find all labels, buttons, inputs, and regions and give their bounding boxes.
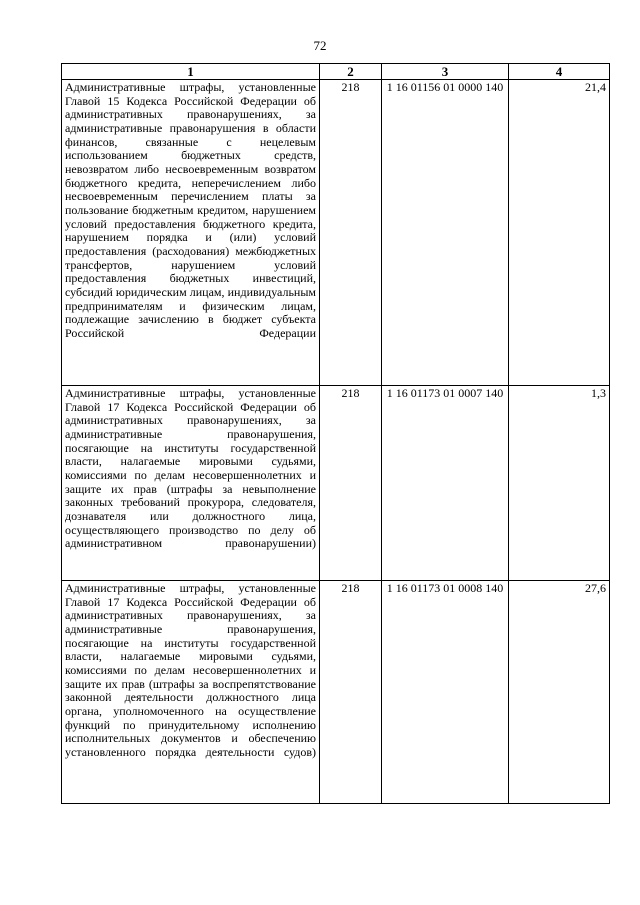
table-row	[62, 80, 610, 386]
row-code: 1 16 01173 01 0007 140	[382, 386, 509, 581]
row-chapter: 218	[320, 386, 382, 581]
row-amount: 21,4	[509, 80, 610, 386]
page-number: 72	[313, 38, 327, 53]
header-col-1: 1	[62, 64, 320, 80]
row-chapter: 218	[320, 581, 382, 804]
row-code: 1 16 01156 01 0000 140	[382, 80, 509, 386]
row-description: Административные штрафы, установленные Главой 17 Кодекса Российской Федерации об административных правонарушениях, за административные правонарушения, посягающие на институты государственной власти, налагаемые мировыми судьями, комиссиями по делам несовершеннолетних и защите их прав (штрафы за воспрепятствование законной деятельности должностного лица органа, уполномоченного на осуществление функций по принудительному исполнению исполнительных документов и обеспечению установленного порядка деятельности судов)	[62, 581, 320, 804]
header-col-3: 3	[382, 64, 509, 80]
header-col-4: 4	[509, 64, 610, 80]
header-col-2: 2	[320, 64, 382, 80]
row-code: 1 16 01173 01 0008 140	[382, 581, 509, 804]
table-row	[62, 386, 610, 581]
row-amount: 27,6	[509, 581, 610, 804]
row-chapter: 218	[320, 80, 382, 386]
row-description: Административные штрафы, установленные Главой 17 Кодекса Российской Федерации об административных правонарушениях, за административные правонарушения, посягающие на институты государственной власти, налагаемые мировыми судьями, комиссиями по делам несовершеннолетних и защите их прав (штрафы за невыполнение законных требований прокурора, следователя, дознавателя или должностного лица, осуществляющего производство по делу об административном правонарушении)	[62, 386, 320, 581]
row-description: Административные штрафы, установленные Главой 15 Кодекса Российской Федерации об административных правонарушениях, за административные правонарушения в области финансов, связанные с нецелевым использованием бюджетных средств, невозвратом либо несвоевременным возвратом бюджетного кредита, неперечислением либо несвоевременным перечислением платы за пользование бюджетным кредитом, нарушением условий предоставления бюджетного кредита, нарушением порядка и (или) условий предоставления (расходования) межбюджетных трансфертов, нарушением условий предоставления бюджетных инвестиций, субсидий юридическим лицам, индивидуальным предпринимателям и физическим лицам, подлежащие зачислению в бюджет субъекта Российской Федерации	[62, 80, 320, 386]
table-row	[62, 581, 610, 804]
table-header-row	[62, 64, 610, 80]
row-amount: 1,3	[509, 386, 610, 581]
budget-table	[61, 63, 610, 804]
